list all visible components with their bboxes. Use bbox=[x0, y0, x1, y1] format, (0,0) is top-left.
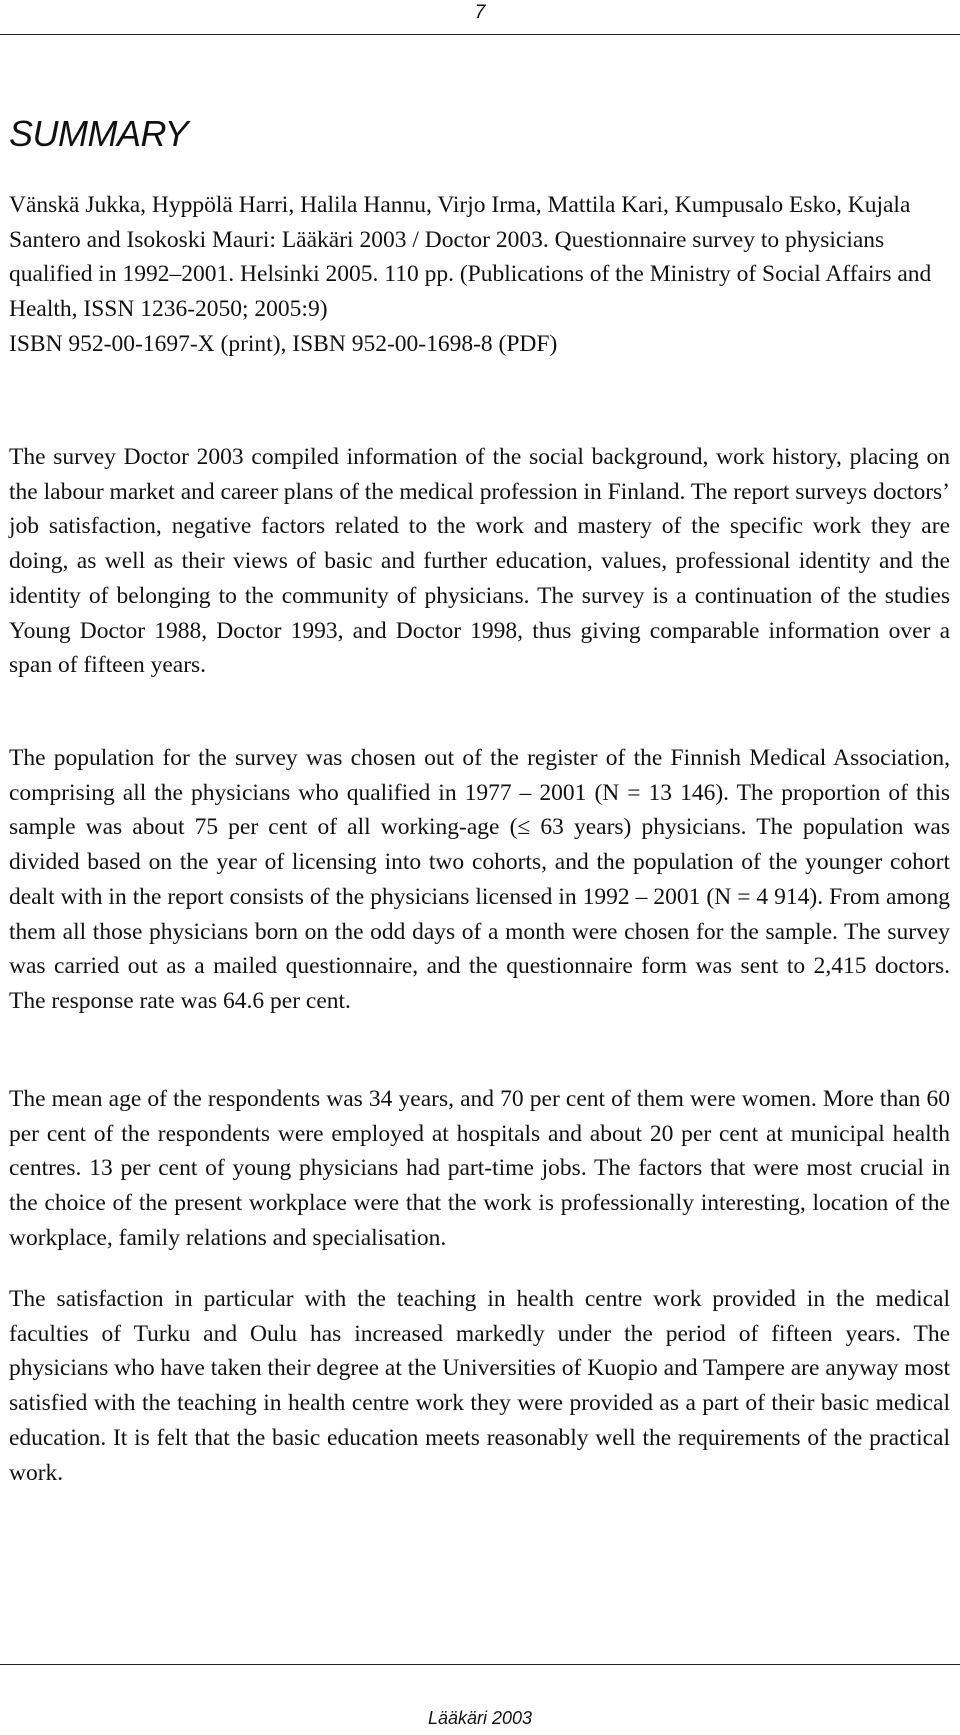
paragraph-survey-overview: The survey Doctor 2003 compiled information of the social background, work history, placing on the labour market and career plans of the medical profession in Finland. The report surveys doctors’ job satisfaction, negative factors related to the work and mastery of the specific work they are doing, as well as their views of basic and further education, values, professional identity and the identity of belonging to the community of physicians. The survey is a continuation of the studies Young Doctor 1988, Doctor 1993, and Doctor 1998, thus giving comparable information over a span of fifteen years. bbox=[9, 444, 950, 679]
page-number: 7 bbox=[474, 2, 486, 23]
isbn-line: ISBN 952-00-1697-X (print), ISBN 952-00-1698-8 (PDF) bbox=[9, 330, 558, 357]
bibliographic-citation bbox=[9, 188, 950, 362]
paragraph-population: The population for the survey was chosen out of the register of the Finnish Medical Association, comprising all the physicians who qualified in 1977 – 2001 (N = 13 146). The proportion of this sample was about 75 per cent of all working-age (≤ 63 years) physicians. The population was divided based on the year of licensing into two cohorts, and the population of the younger cohort dealt with in the report consists of the physicians licensed in 1992 – 2001 (N = 4 914). From among them all those physicians born on the odd days of a month were chosen for the sample. The survey was carried out as a mailed questionnaire, and the questionnaire form was sent to 2,415 doctors. The response rate was 64.6 per cent. bbox=[9, 745, 950, 1014]
paragraph-respondents: The mean age of the respondents was 34 years, and 70 per cent of them were women. More than 60 per cent of the respondents were employed at hospitals and about 20 per cent at municipal health centres. 13 per cent of young physicians had part-time jobs. The factors that were most crucial in the choice of the present workplace were that the work is professionally interesting, location of the workplace, family relations and specialisation. bbox=[9, 1086, 950, 1251]
page-title: SUMMARY bbox=[9, 113, 189, 154]
page-footer: Lääkäri 2003 bbox=[427, 1708, 533, 1728]
header-rule bbox=[0, 34, 960, 35]
citation-text: Vänskä Jukka, Hyppölä Harri, Halila Hannu, Virjo Irma, Mattila Kari, Kumpusalo Esko, Kujala Santero and Isokoski Mauri: Lääkäri 2003 / Doctor 2003. Questionnaire survey to physicians qualified in 1992–2001. Helsinki 2005. 110 pp. (Publications of the Ministry of Social Affairs and Health, ISSN 1236-2050; 2005:9) bbox=[9, 192, 932, 323]
paragraph-education-satisfaction: The satisfaction in particular with the teaching in health centre work provided in the medical faculties of Turku and Oulu has increased markedly under the period of fifteen years. The physicians who have taken their degree at the Universities of Kuopio and Tampere are anyway most satisfied with the teaching in health centre work they were provided as a part of their basic medical education. It is felt that the basic education meets reasonably well the requirements of the practical work. bbox=[9, 1286, 950, 1486]
footer-rule bbox=[0, 1664, 960, 1665]
